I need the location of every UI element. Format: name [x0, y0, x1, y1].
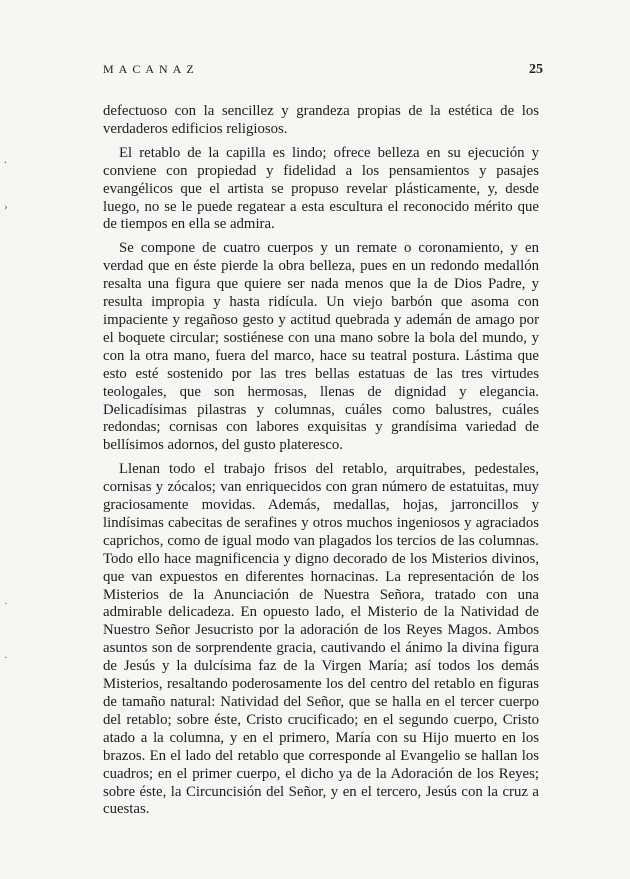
running-head: MACANAZ	[103, 62, 199, 76]
page-header	[103, 62, 543, 82]
margin-mark: ·	[4, 652, 8, 664]
margin-mark: ·	[4, 598, 8, 610]
body-text	[103, 103, 539, 825]
paragraph: Se compone de cuatro cuerpos y un remate o coronamiento, y en verdad que en éste pierde la obra belleza, pues en un redondo medallón resalta una figura que quiere ser nada menos que la de Dios Padre, y resulta impropia y hasta ridícula. Un viejo barbón que asoma con impaciente y regañoso gesto y actitud quebrada y ademán de amago por el boquete circular; sostiénese con una mano sobre la bola del mundo, y con la otra mano, fuera del marco, hace su teatral postura. Lástima que esto esté sostenido por las tres bellas estatuas de las tres virtudes teologales, que son hermosas, llenas de dignidad y elegancia. Delicadísimas pilastras y columnas, cuáles como balustres, cuáles redondas; cornisas con labores exquisitas y grandísima variedad de bellísimos adornos, del gusto plateresco.	[103, 240, 539, 454]
margin-mark: ›	[4, 201, 8, 213]
paragraph: El retablo de la capilla es lindo; ofrece belleza en su ejecución y conviene con propiedad y fidelidad a los pensamientos y pasajes evangélicos que el artista se propuso revelar plásticamente, y, desde luego, no se le puede regatear a esta escultura el reconocido mérito que de tiempos en ella se admira.	[103, 144, 539, 233]
margin-mark: .	[4, 154, 7, 166]
page-number: 25	[529, 62, 543, 77]
paragraph: defectuoso con la sencillez y grandeza propias de la estética de los verdaderos edificios religiosos.	[103, 103, 539, 137]
paragraph: Llenan todo el trabajo frisos del retablo, arquitrabes, pedestales, cornisas y zócalos; van enriquecidos con gran número de estatuitas, muy graciosamente movidas. Además, medallas, hojas, jarroncillos y lindísimas cabecitas de serafines y otros muchos ingeniosos y agraciados caprichos, como de igual modo van plagados los tercios de las columnas. Todo ello hace magnificencia y digno decorado de los Misterios divinos, que van expuestos en diferentes hornacinas. La representación de los Misterios de la Anunciación de Nuestra Señora, tratado con una admirable delicadeza. En opuesto lado, el Misterio de la Natividad de Nuestro Señor Jesucristo por la adoración de los Reyes Magos. Ambos asuntos son de sorprendente gracia, cautivando el ánimo la divina figura de Jesús y la dulcísima faz de la Virgen María; así todos los demás Misterios, resaltando poderosamente los del centro del retablo en figuras de tamaño natural: Natividad del Señor, que se halla en el tercer cuerpo del retablo; sobre éste, Cristo crucificado; en el segundo cuerpo, Cristo atado a la columna, y en el primero, María con su Hijo muerto en los brazos. En el lado del retablo que corresponde al Evangelio se hallan los cuadros; en el primer cuerpo, el dicho ya de la Adoración de los Reyes; sobre éste, la Circuncisión del Señor, y en el tercero, Jesús con la cruz a cuestas.	[103, 461, 539, 818]
